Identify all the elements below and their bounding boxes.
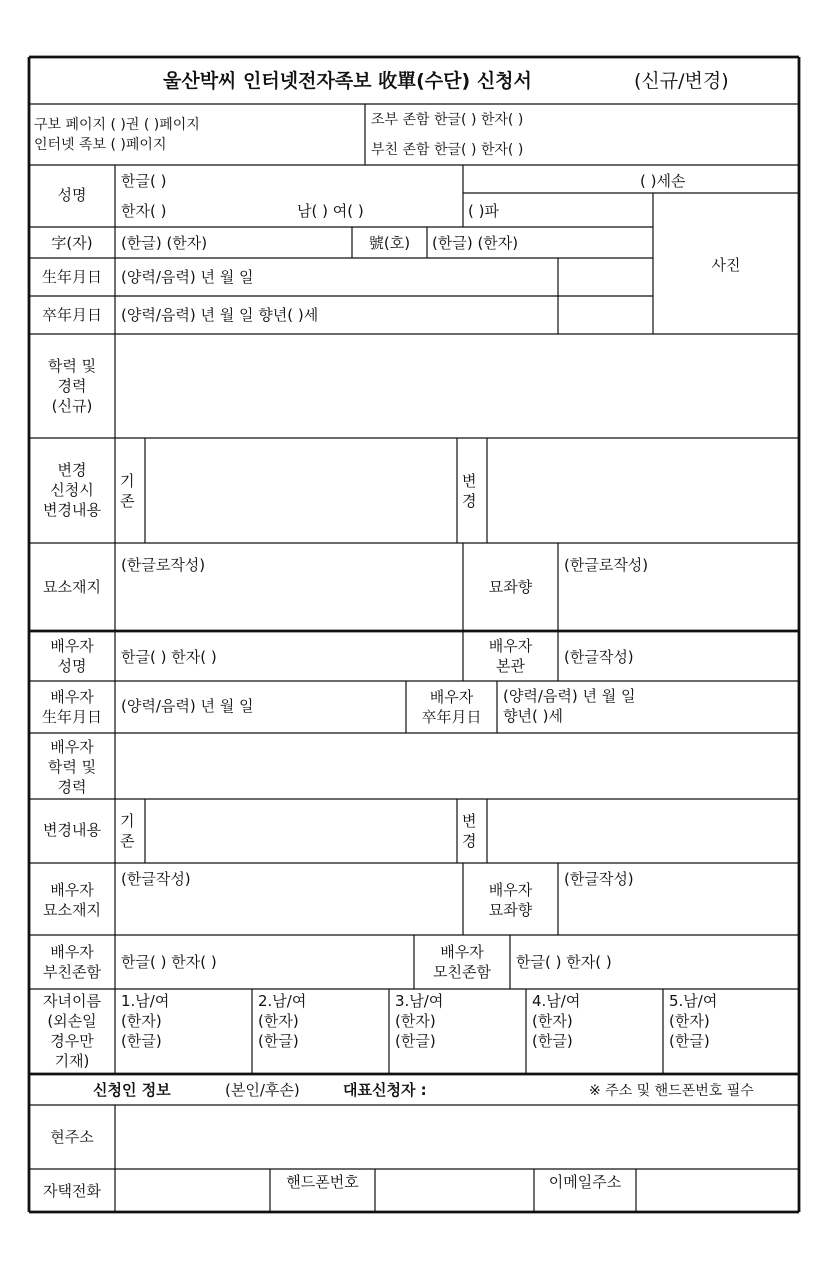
internet-page-field[interactable]: 인터넷 족보 ( )페이지 [34,137,167,153]
representative-applicant[interactable]: 대표신청자 : [343,1081,427,1099]
ja-field[interactable]: (한글) (한자) [121,234,208,252]
applicant-type[interactable]: (본인/후손) [225,1081,300,1099]
father-name-field[interactable]: 부친 존함 한글( ) 한자( ) [371,142,524,158]
child-2-field[interactable]: 2.남/여 (한자) (한글) [258,992,307,1050]
generation-field[interactable]: ( )세손 [640,172,686,190]
ho-field[interactable]: (한글) (한자) [432,234,519,252]
death-field[interactable]: (양력/음력) 년 월 일 향년( )세 [121,306,319,324]
name-label: 성명 [57,186,87,204]
spouse-death-field[interactable]: (양력/음력) 년 월 일 [503,687,636,705]
grave-field[interactable]: (한글로작성) [121,556,206,574]
child-3-field[interactable]: 3.남/여 (한자) (한글) [395,992,444,1050]
birth-field[interactable]: (양력/음력) 년 월 일 [121,268,254,286]
death-label: 卒年月日 [41,306,102,324]
spouse-father-label: 배우자 부친존함 [43,943,101,981]
spouse-mother-label: 배우자 모친존함 [433,943,491,981]
form-title: 울산박씨 인터넷전자족보 收單(수단) 신청서 [163,70,532,92]
grave-direction-field[interactable]: (한글로작성) [564,556,649,574]
grandfather-name-field[interactable]: 조부 존함 한글( ) 한자( ) [371,112,524,128]
photo-box[interactable]: 사진 [711,256,741,274]
spouse-death-label: 배우자 卒年月日 [421,688,482,726]
spouse-direction-label: 배우자 묘좌향 [488,881,533,919]
name-hangul-field[interactable]: 한글( ) [121,172,167,190]
change-label: 변경 신청시 변경내용 [43,461,101,519]
email-label: 이메일주소 [548,1173,622,1191]
spouse-origin-label: 배우자 본관 [488,637,533,675]
home-phone-input[interactable] [116,1170,269,1211]
spouse-birth-label: 배우자 生年月日 [41,688,102,726]
gender-field[interactable]: 남( ) 여( ) [297,202,364,220]
ja-label: 字(자) [51,234,93,252]
spouse-death-age-field[interactable]: 향년( )세 [503,707,563,725]
spouse-origin-field[interactable]: (한글작성) [564,648,634,666]
spouse-change-label: 변경내용 [43,821,101,839]
grave-direction-label: 묘좌향 [488,578,533,596]
spouse-grave-label: 배우자 묘소재지 [43,881,101,919]
child-5-field[interactable]: 5.남/여 (한자) (한글) [669,992,718,1050]
required-note: ※ 주소 및 핸드폰번호 필수 [589,1083,754,1099]
spouse-grave-field[interactable]: (한글작성) [121,870,191,888]
mobile-input[interactable] [376,1170,533,1211]
address-label: 현주소 [50,1128,94,1146]
spouse-direction-field[interactable]: (한글작성) [564,870,634,888]
career-label: 학력 및 경력 (신규) [47,357,97,415]
mobile-label: 핸드폰번호 [286,1173,359,1191]
spouse-change-new-label: 변 경 [462,812,477,850]
email-input[interactable] [637,1170,798,1211]
applicant-heading: 신청인 정보 [93,1081,171,1099]
child-1-field[interactable]: 1.남/여 (한자) (한글) [121,992,170,1050]
change-new-label: 변 경 [462,472,477,510]
home-phone-label: 자택전화 [43,1182,101,1200]
ho-label: 號(호) [368,234,411,252]
spouse-father-field[interactable]: 한글( ) 한자( ) [121,953,217,971]
birth-label: 生年月日 [41,268,102,286]
branch-field[interactable]: ( )파 [468,202,499,220]
spouse-name-field[interactable]: 한글( ) 한자( ) [121,648,217,666]
grave-label: 묘소재지 [43,578,101,596]
gubo-page-field[interactable]: 구보 페이지 ( )권 ( )페이지 [34,117,200,133]
child-4-field[interactable]: 4.남/여 (한자) (한글) [532,992,581,1050]
change-existing-label: 기 존 [120,472,135,510]
children-label: 자녀이름 (외손일 경우만 기재) [43,992,101,1070]
address-input[interactable] [116,1106,798,1168]
spouse-change-existing-label: 기 존 [120,812,135,850]
spouse-name-label: 배우자 성명 [50,637,94,675]
name-hanja-field[interactable]: 한자( ) [121,202,167,220]
spouse-career-label: 배우자 학력 및 경력 [47,738,97,796]
form-type: (신규/변경) [634,70,729,92]
spouse-birth-field[interactable]: (양력/음력) 년 월 일 [121,697,254,715]
spouse-mother-field[interactable]: 한글( ) 한자( ) [516,953,612,971]
